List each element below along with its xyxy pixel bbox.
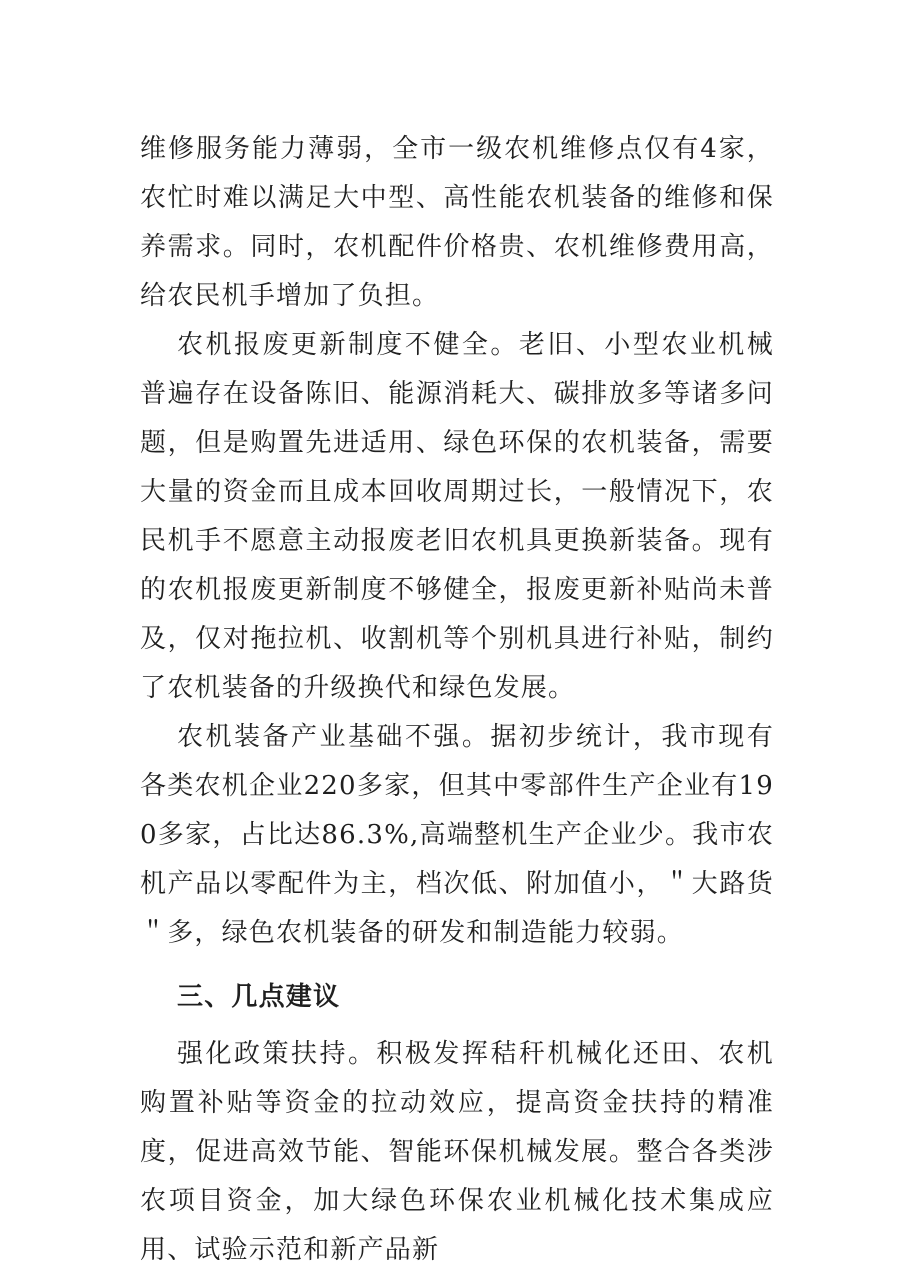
paragraph-industry-base: 农机装备产业基础不强。据初步统计，我市现有各类农机企业220多家，但其中零部件生产企业有190多家，占比达86.3%,高端整机生产企业少。我市农机产品以零配件为主，档次低、附加值小，＂大路货＂多，绿色农机装备的研发和制造能力较弱。 — [140, 722, 774, 948]
paragraph-repair-capacity: 维修服务能力薄弱，全市一级农机维修点仅有4家，农忙时难以满足大中型、高性能农机装备的维修和保养需求。同时，农机配件价格贵、农机维修费用高，给农民机手增加了负担。 — [140, 134, 774, 311]
section-heading: 三、几点建议 — [177, 982, 341, 1012]
paragraph-scrapping-system: 农机报废更新制度不健全。老旧、小型农业机械普遍存在设备陈旧、能源消耗大、碳排放多等诸多问题，但是购置先进适用、绿色环保的农机装备，需要大量的资金而且成本回收周期过长，一般情况下，农民机手不愿意主动报废老旧农机具更换新装备。现有的农机报废更新制度不够健全，报废更新补贴尚未普及，仅对拖拉机、收割机等个别机具进行补贴，制约了农机装备的升级换代和绿色发展。 — [140, 330, 774, 703]
paragraph-policy-support: 强化政策扶持。积极发挥秸秆机械化还田、农机购置补贴等资金的拉动效应，提高资金扶持的精准度，促进高效节能、智能环保机械发展。整合各类涉农项目资金，加大绿色环保农业机械化技术集成应用、试验示范和新产品新 — [140, 1039, 774, 1265]
